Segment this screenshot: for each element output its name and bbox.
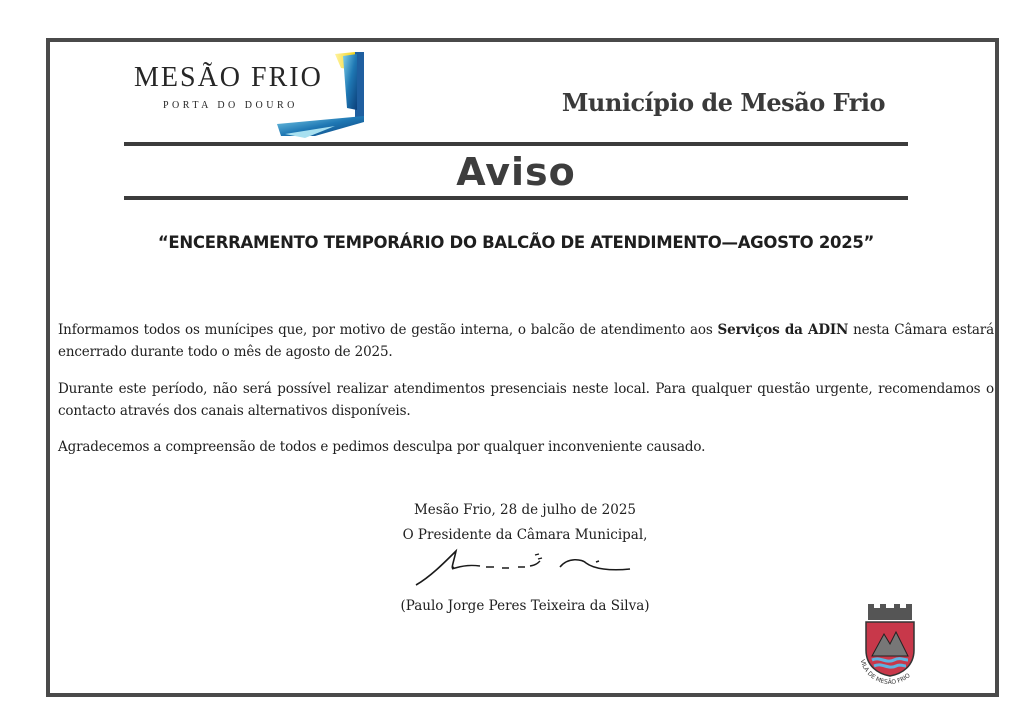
logo-mark-icon: [275, 50, 365, 140]
municipality-logo: [130, 50, 370, 140]
coat-of-arms-seal: [850, 604, 930, 688]
logo-subtitle: PORTA DO DOURO: [163, 100, 298, 111]
municipality-name: Município de Mesão Frio: [561, 88, 885, 117]
signer-name: (Paulo Jorge Peres Teixeira da Silva): [400, 598, 650, 614]
paragraph-2: Durante este período, não será possível realizar atendimentos presenciais neste local. Para qualquer questão urgente, recomendamos o contacto através dos canais alternativos disponíveis.: [58, 381, 994, 419]
paragraph-1-text-start: Informamos todos os munícipes que, por motivo de gestão interna, o balcão de atendimento aos: [58, 322, 718, 338]
paragraph-3: Agradecemos a compreensão de todos e pedimos desculpa por qualquer inconveniente causado.: [58, 439, 706, 455]
paragraph-1-bold-service: Serviços da ADIN: [717, 322, 849, 338]
paragraph-1-text-end: nesta Câmara estará encerrado durante todo o mês de agosto de 2025.: [58, 322, 994, 360]
header-rule-bottom: [124, 196, 908, 200]
paragraph-1: [58, 319, 994, 363]
header-rule-top: [124, 142, 908, 146]
signer-role: O Presidente da Câmara Municipal,: [402, 527, 648, 543]
notice-title: Aviso: [456, 150, 576, 194]
seal-text: VILA DE MESÃO FRIO: [858, 658, 912, 687]
place-date: Mesão Frio, 28 de julho de 2025: [413, 502, 637, 518]
logo-title: MESÃO FRIO: [134, 62, 323, 93]
notice-headline: “ENCERRAMENTO TEMPORÁRIO DO BALCÃO DE ATENDIMENTO—AGOSTO 2025”: [157, 233, 875, 252]
handwritten-signature: [410, 545, 640, 590]
